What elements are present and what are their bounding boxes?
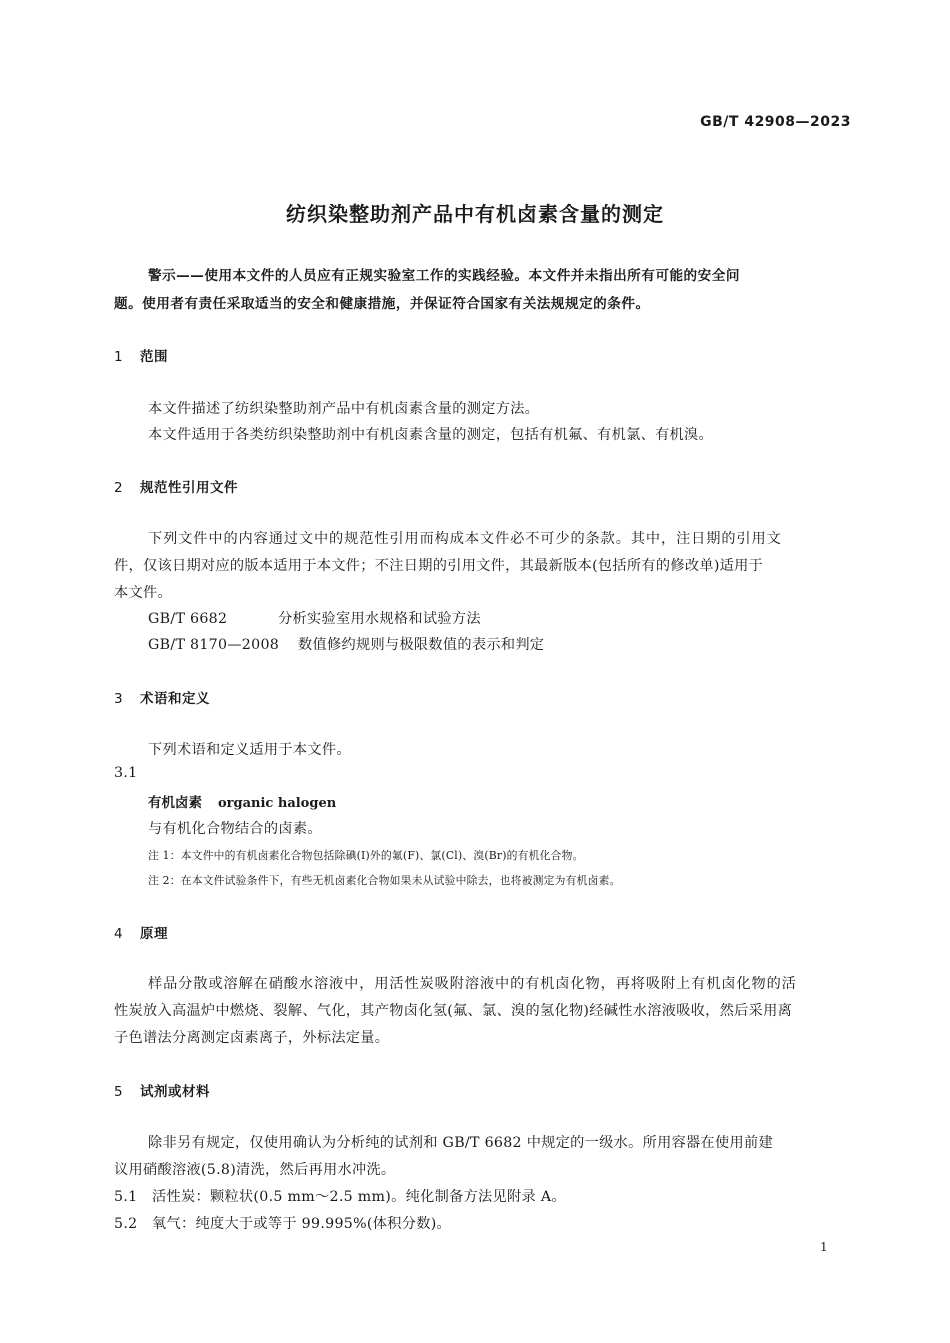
normative-reference bbox=[148, 608, 481, 628]
term-definition: 与有机化合物结合的卤素。 bbox=[148, 821, 322, 837]
section-number: 1 bbox=[114, 349, 124, 365]
reference-code: GB/T 6682 bbox=[148, 611, 228, 627]
section-4-line-1: 样品分散或溶解在硝酸水溶液中，用活性炭吸附溶液中的有机卤化物，再将吸附上有机卤化物的活 bbox=[148, 976, 797, 992]
section-4-heading bbox=[114, 922, 168, 942]
section-1-heading bbox=[114, 345, 168, 365]
warning-line-1: 警示——使用本文件的人员应有正规实验室工作的实践经验。本文件并未指出所有可能的安全问 bbox=[148, 268, 740, 284]
standard-code: GB/T 42908—2023 bbox=[700, 114, 851, 130]
section-5-line-1: 除非另有规定，仅使用确认为分析纯的试剂和 GB/T 6682 中规定的一级水。所用容器在使用前建 bbox=[148, 1135, 773, 1151]
section-number: 2 bbox=[114, 480, 124, 496]
section-2-line-2: 件，仅该日期对应的版本适用于本文件；不注日期的引用文件，其最新版本(包括所有的修改单)适用于 bbox=[114, 558, 764, 574]
section-4-line-2: 性炭放入高温炉中燃烧、裂解、气化，其产物卤化氢(氟、氯、溴的氢化物)经碱性水溶液吸收，然后采用离 bbox=[114, 1003, 793, 1019]
section-1-paragraph-1: 本文件描述了纺织染整助剂产品中有机卤素含量的测定方法。 bbox=[148, 401, 540, 417]
warning-line-2: 题。使用者有责任采取适当的安全和健康措施，并保证符合国家有关法规规定的条件。 bbox=[114, 296, 650, 312]
section-1-paragraph-2: 本文件适用于各类纺织染整助剂中有机卤素含量的测定，包括有机氟、有机氯、有机溴。 bbox=[148, 427, 714, 443]
item-text: 氧气：纯度大于或等于 99.995%(体积分数)。 bbox=[152, 1216, 452, 1232]
section-3-paragraph: 下列术语和定义适用于本文件。 bbox=[148, 742, 351, 758]
term-chinese: 有机卤素 bbox=[148, 795, 202, 811]
document-title: 纺织染整助剂产品中有机卤素含量的测定 bbox=[286, 202, 664, 226]
term-english: organic halogen bbox=[218, 796, 337, 811]
section-4-line-3: 子色谱法分离测定卤素离子，外标法定量。 bbox=[114, 1030, 390, 1046]
section-5-heading bbox=[114, 1080, 210, 1100]
list-item bbox=[114, 1186, 566, 1206]
item-number: 5.1 bbox=[114, 1189, 138, 1205]
section-number: 5 bbox=[114, 1084, 124, 1100]
reference-title: 数值修约规则与极限数值的表示和判定 bbox=[298, 637, 545, 653]
item-number: 5.2 bbox=[114, 1216, 138, 1232]
section-2-heading bbox=[114, 476, 238, 496]
reference-title: 分析实验室用水规格和试验方法 bbox=[278, 611, 481, 627]
section-3-heading bbox=[114, 687, 210, 707]
section-5-line-2: 议用硝酸溶液(5.8)清洗，然后再用水冲洗。 bbox=[114, 1162, 396, 1178]
section-number: 3 bbox=[114, 691, 124, 707]
section-title: 规范性引用文件 bbox=[140, 480, 238, 496]
note-1: 注 1：本文件中的有机卤素化合物包括除碘(I)外的氟(F)、氯(Cl)、溴(Br)的有机化合物。 bbox=[148, 849, 584, 862]
section-title: 试剂或材料 bbox=[140, 1084, 210, 1100]
normative-reference bbox=[148, 634, 544, 654]
section-number: 4 bbox=[114, 926, 124, 942]
list-item bbox=[114, 1213, 451, 1233]
section-title: 术语和定义 bbox=[140, 691, 210, 707]
page-number: 1 bbox=[820, 1240, 828, 1254]
section-2-line-3: 本文件。 bbox=[114, 585, 172, 601]
reference-code: GB/T 8170—2008 bbox=[148, 637, 280, 653]
term-entry bbox=[148, 791, 336, 811]
note-2: 注 2：在本文件试验条件下，有些无机卤素化合物如果未从试验中除去，也将被测定为有机卤素。 bbox=[148, 874, 621, 887]
section-title: 原理 bbox=[140, 926, 168, 942]
section-title: 范围 bbox=[140, 349, 168, 365]
section-2-line-1: 下列文件中的内容通过文中的规范性引用而构成本文件必不可少的条款。其中，注日期的引用文 bbox=[148, 531, 782, 547]
term-number: 3.1 bbox=[114, 765, 138, 781]
item-text: 活性炭：颗粒状(0.5 mm～2.5 mm)。纯化制备方法见附录 A。 bbox=[152, 1189, 566, 1205]
